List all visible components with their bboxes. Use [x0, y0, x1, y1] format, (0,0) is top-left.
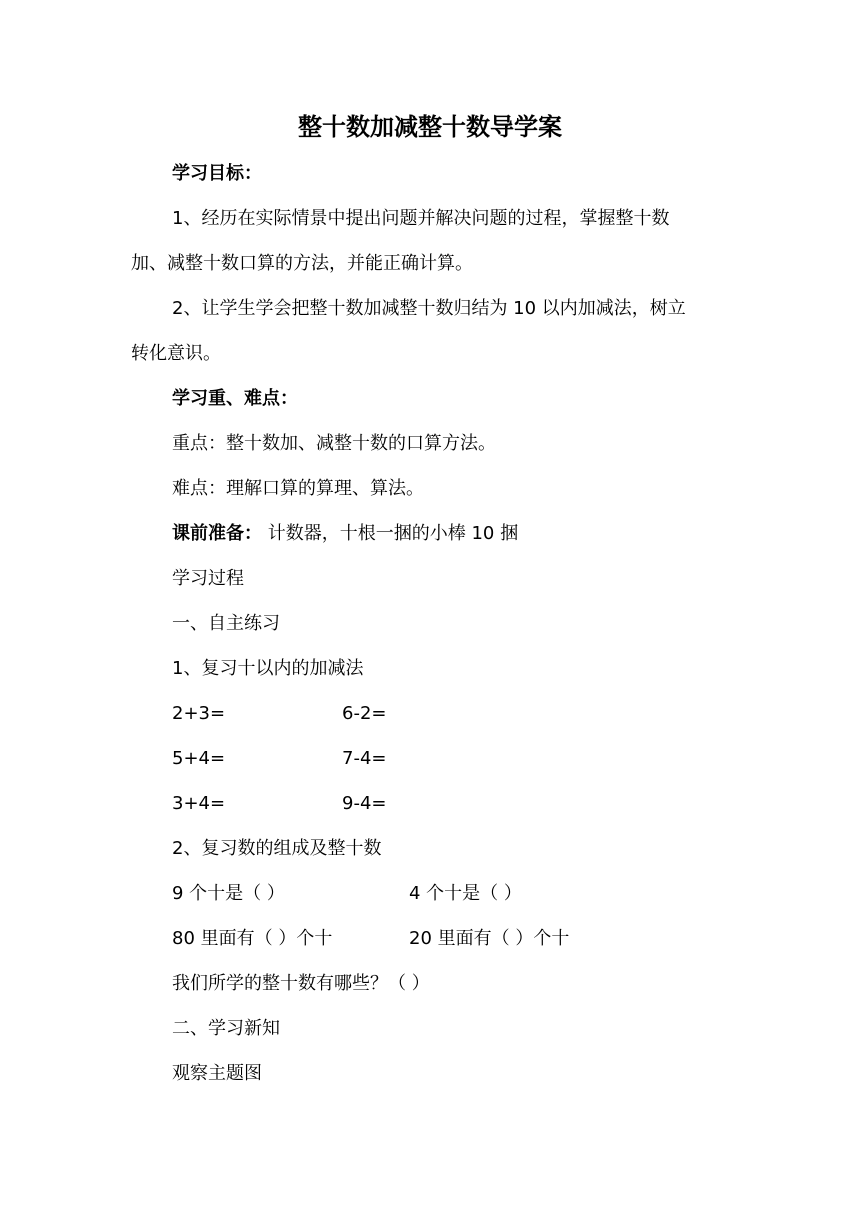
observe-picture-line: 观察主题图 [172, 1063, 262, 1084]
objectives-heading: 学习目标： [172, 163, 262, 184]
tens-question-left: 9 个十是（ ） [172, 883, 285, 904]
exercise-left: 2+3= [172, 703, 226, 724]
whole-tens-question: 我们所学的整十数有哪些？（ ） [172, 973, 430, 994]
key-points-heading: 学习重、难点： [172, 388, 298, 409]
exercise-left: 3+4= [172, 793, 226, 814]
review-1-heading: 1、复习十以内的加减法 [172, 658, 364, 679]
objective-2-line-1: 2、让学生学会把整十数加减整十数归结为 10 以内加减法，树立 [172, 298, 686, 319]
exercise-right: 9-4= [342, 793, 387, 814]
objective-2-line-2: 转化意识。 [131, 343, 221, 364]
preparation-text: 计数器，十根一捆的小棒 10 捆 [262, 523, 519, 544]
section-2-heading: 二、学习新知 [172, 1018, 280, 1039]
exercise-right: 6-2= [342, 703, 387, 724]
process-heading: 学习过程 [172, 568, 244, 589]
section-1-heading: 一、自主练习 [172, 613, 280, 634]
exercise-left: 5+4= [172, 748, 226, 769]
key-point: 重点：整十数加、减整十数的口算方法。 [172, 433, 496, 454]
tens-question-right: 4 个十是（ ） [409, 883, 522, 904]
tens-question-left: 80 里面有（ ）个十 [172, 928, 333, 949]
document-title: 整十数加减整十数导学案 [298, 113, 562, 141]
difficult-point: 难点：理解口算的算理、算法。 [172, 478, 424, 499]
preparation-line [172, 521, 518, 547]
preparation-label: 课前准备： [172, 523, 262, 544]
objective-1-line-1: 1、经历在实际情景中提出问题并解决问题的过程，掌握整十数 [172, 208, 670, 229]
tens-question-right: 20 里面有（ ）个十 [409, 928, 570, 949]
review-2-heading: 2、复习数的组成及整十数 [172, 838, 382, 859]
exercise-right: 7-4= [342, 748, 387, 769]
objective-1-line-2: 加、减整十数口算的方法，并能正确计算。 [131, 253, 473, 274]
